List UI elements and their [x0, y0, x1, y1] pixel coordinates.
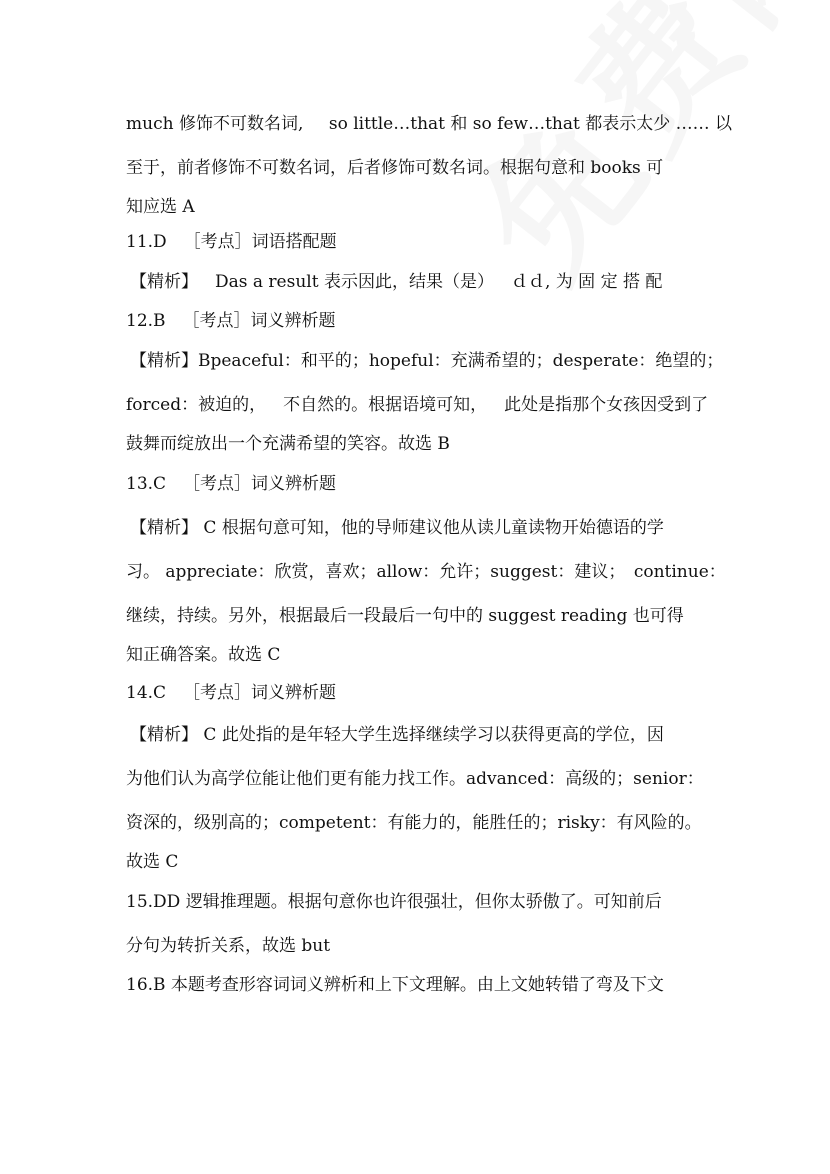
- text-line: 【精析】 Das a result 表示因此，结果（是） ｄｄ, 为 固 定 搭 配: [130, 272, 663, 292]
- text-line: 鼓舞而绽放出一个充满希望的笑容。故选 B: [126, 434, 450, 454]
- question-heading: 13.C ［考点］词义辨析题: [126, 474, 337, 494]
- question-heading: 12.B ［考点］词义辨析题: [126, 311, 336, 331]
- text-line: forced：被迫的， 不自然的。根据语境可知， 此处是指那个女孩因受到了: [126, 395, 709, 415]
- text-line: 习。 appreciate：欣赏，喜欢；allow：允许；suggest：建议； continue：: [126, 562, 726, 582]
- text-line: 分句为转折关系，故选 but: [126, 936, 331, 956]
- text-line: 故选 C: [126, 852, 179, 872]
- answer-13: [126, 462, 726, 673]
- answer-10-explanation: [126, 102, 733, 225]
- text-line: 继续，持续。另外，根据最后一段最后一句中的 suggest reading 也可得: [126, 606, 684, 626]
- question-heading: 14.C ［考点］词义辨析题: [126, 683, 337, 703]
- text-line: 至于，前者修饰不可数名词，后者修饰可数名词。根据句意和 books 可: [126, 158, 664, 178]
- answer-11: [126, 225, 726, 304]
- text-line: 15.DD 逻辑推理题。根据句意你也许很强壮，但你太骄傲了。可知前后: [126, 892, 662, 912]
- text-line: 为他们认为高学位能让他们更有能力找工作。advanced：高级的；senior：: [126, 769, 704, 789]
- question-heading: 11.D ［考点］词语搭配题: [126, 232, 337, 252]
- answer-15: [126, 880, 726, 968]
- answer-14: [126, 673, 726, 880]
- text-line: 【精析】 C 根据句意可知，他的导师建议他从读儿童读物开始德语的学: [130, 518, 664, 538]
- text-line: 16.B 本题考查形容词词义辨析和上下文理解。由上文她转错了弯及下文: [126, 975, 664, 995]
- text-line: 知应选 A: [126, 197, 195, 217]
- answer-16: [126, 968, 726, 1003]
- document-body: [126, 102, 733, 1003]
- answer-12: [126, 304, 726, 462]
- text-line: much 修饰不可数名词, so little…that 和 so few…that 都表示太少 …… 以: [126, 114, 733, 134]
- text-line: 资深的，级别高的；competent：有能力的，能胜任的；risky：有风险的。: [126, 813, 702, 833]
- text-line: 知正确答案。故选 C: [126, 645, 281, 665]
- text-line: 【精析】 C 此处指的是年轻大学生选择继续学习以获得更高的学位，因: [130, 725, 664, 745]
- text-line: 【精析】Bpeaceful：和平的；hopeful：充满希望的；desperate：绝望的；: [130, 351, 724, 371]
